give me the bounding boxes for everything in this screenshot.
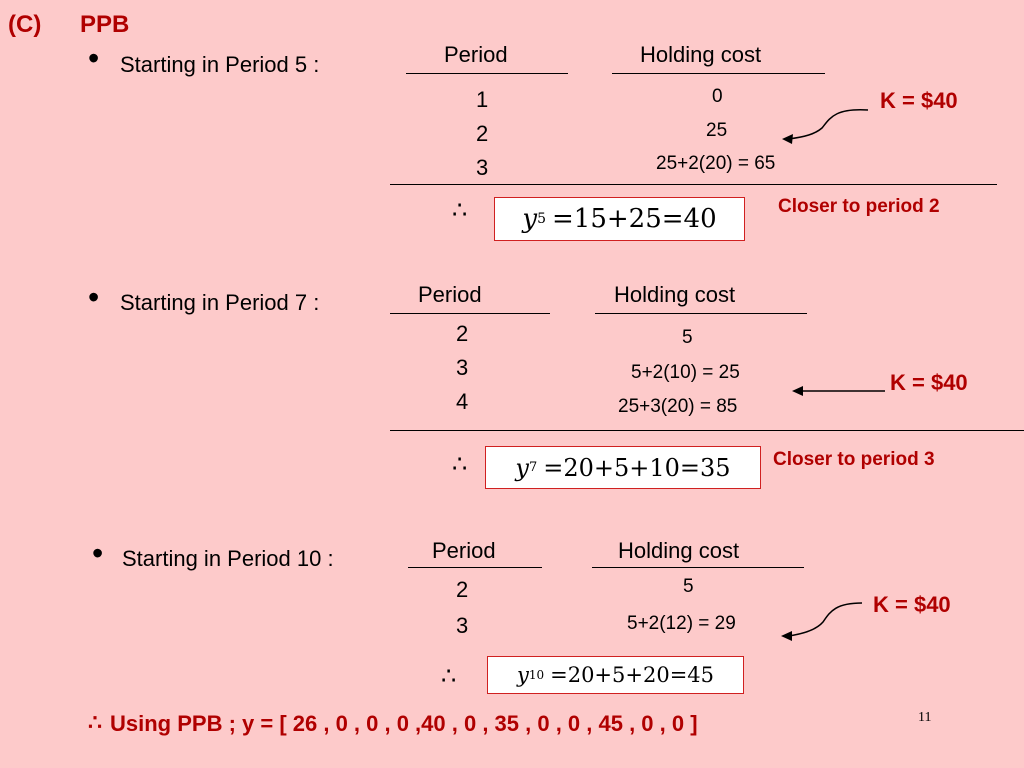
section-label: Starting in Period 5 : <box>120 52 320 77</box>
equation-variable: y <box>515 453 529 482</box>
equation-variable: y <box>516 663 529 687</box>
bullet-icon: • <box>92 535 104 571</box>
therefore-icon: ∴ <box>452 450 468 478</box>
k-label: K = $40 <box>890 370 968 395</box>
equation-box <box>487 656 744 694</box>
holding-cost-header: Holding cost <box>614 282 736 307</box>
equation-subscript: 10 <box>528 668 545 682</box>
equation-subscript: 5 <box>537 211 546 227</box>
cost-cell: 5 <box>683 576 694 597</box>
period-cell: 3 <box>456 355 469 380</box>
period-cell: 4 <box>456 389 469 414</box>
equation-rhs: =20+5+10=35 <box>543 453 731 482</box>
cost-cell: 5 <box>682 327 693 348</box>
period-cell: 3 <box>476 155 489 180</box>
k-label: K = $40 <box>873 592 951 617</box>
period-cell: 3 <box>456 613 469 638</box>
bullet-icon: • <box>88 279 100 315</box>
period-header: Period <box>444 42 508 67</box>
cost-cell: 25+3(20) = 85 <box>618 396 738 417</box>
equation-rhs: =20+5+20=45 <box>550 663 715 687</box>
closer-note: Closer to period 2 <box>778 196 940 217</box>
conclusion-text: Using PPB ; y = [ 26 , 0 , 0 , 0 ,40 , 0 , 35 , 0 , 0 , 45 , 0 , 0 ] <box>110 711 698 736</box>
period-header: Period <box>418 282 482 307</box>
equation-variable: y <box>522 204 538 234</box>
period-header: Period <box>432 538 496 563</box>
section-label: Starting in Period 10 : <box>122 546 334 571</box>
cost-cell: 5+2(10) = 25 <box>631 362 740 383</box>
period-cell: 2 <box>476 121 489 146</box>
closer-note: Closer to period 3 <box>773 449 935 470</box>
cost-cell: 25+2(20) = 65 <box>656 153 776 174</box>
k-label: K = $40 <box>880 88 958 113</box>
equation-subscript: 7 <box>528 460 538 475</box>
therefore-icon: ∴ <box>452 196 468 224</box>
equation-rhs: =15+25=40 <box>552 204 717 234</box>
therefore-icon: ∴ <box>441 662 457 690</box>
therefore-icon: ∴ <box>88 710 102 736</box>
period-cell: 2 <box>456 577 469 602</box>
holding-cost-header: Holding cost <box>618 538 740 563</box>
heading-prefix: (C) <box>8 11 42 38</box>
page-number: 11 <box>918 710 932 725</box>
cost-cell: 0 <box>712 86 723 107</box>
bullet-icon: • <box>88 40 100 76</box>
cost-cell: 25 <box>706 120 728 141</box>
page-title: PPB <box>80 11 130 38</box>
period-cell: 1 <box>476 87 489 112</box>
holding-cost-header: Holding cost <box>640 42 762 67</box>
cost-cell: 5+2(12) = 29 <box>627 613 736 634</box>
period-cell: 2 <box>456 321 469 346</box>
section-label: Starting in Period 7 : <box>120 290 320 315</box>
